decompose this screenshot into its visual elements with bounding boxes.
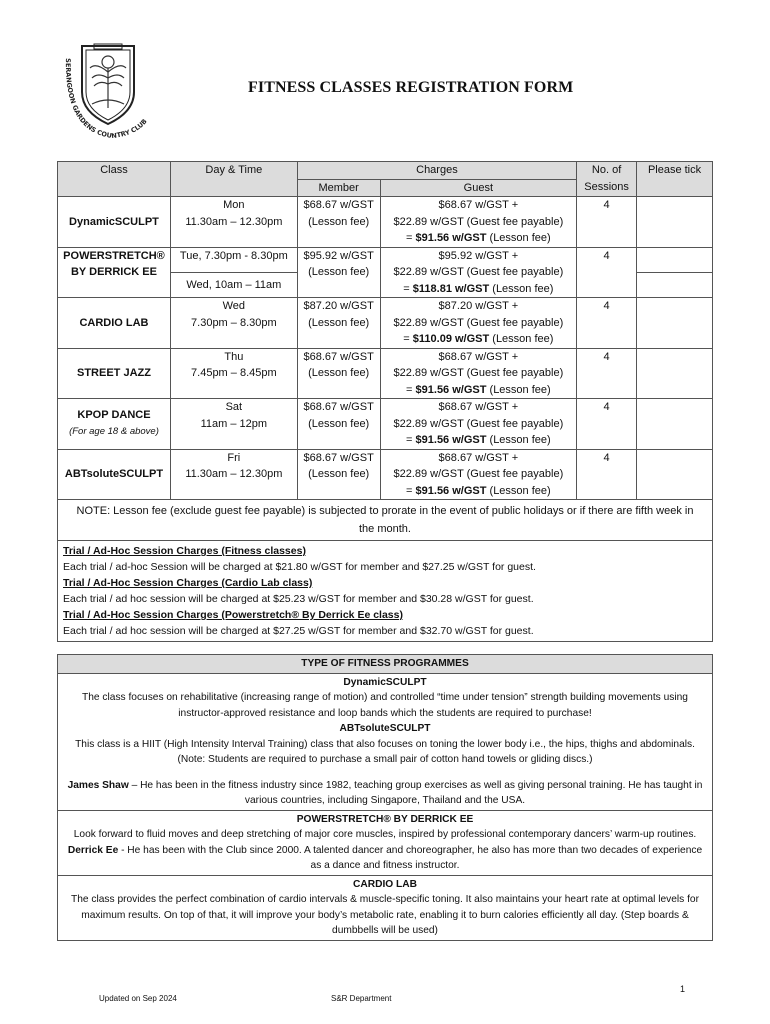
class-name: STREET JAZZ xyxy=(58,348,171,399)
tick-box[interactable] xyxy=(637,298,713,349)
programmes-heading: TYPE OF FITNESS PROGRAMMES xyxy=(58,655,713,674)
day-time xyxy=(170,247,297,298)
form-title: FITNESS CLASSES REGISTRATION FORM xyxy=(248,79,574,96)
programme-desc: This class is a HIIT (High Intensity Interval Training) class that also focuses on toning the lower body i.e., the hips, thighs and abdominals. (Note: Students are required to purchase a small pair of cotton hand towels or gliding discs.) xyxy=(75,738,695,765)
trial-heading: Trial / Ad-Hoc Session Charges (Cardio Lab class) xyxy=(63,577,313,589)
programme-title: ABTsoluteSCULPT xyxy=(339,723,431,734)
day-time: Mon 11.30am – 12.30pm xyxy=(170,197,297,248)
class-name: POWERSTRETCH® BY DERRICK EE xyxy=(58,247,171,298)
instructor-name: Derrick Ee xyxy=(67,844,119,856)
guest-fee: $68.67 w/GST + $22.89 w/GST (Guest fee payable) = $91.56 w/GST (Lesson fee) xyxy=(380,348,577,399)
table-row xyxy=(58,449,713,500)
day-time: Sat 11am – 12pm xyxy=(170,399,297,450)
footer-updated: Updated on Sep 2024 xyxy=(99,994,177,1003)
trial-heading: Trial / Ad-Hoc Session Charges (Fitness classes) xyxy=(63,545,306,557)
programme-cardio xyxy=(58,875,713,940)
header-class: Class xyxy=(58,162,171,197)
header-member: Member xyxy=(297,179,380,197)
registration-table xyxy=(57,161,713,642)
tick-box[interactable] xyxy=(637,449,713,500)
guest-fee: $87.20 w/GST + $22.89 w/GST (Guest fee payable) = $110.09 w/GST (Lesson fee) xyxy=(380,298,577,349)
tick-box[interactable] xyxy=(637,399,713,450)
header-charges: Charges xyxy=(297,162,576,180)
instructor-bio: – He has been in the fitness industry since 1982, teaching group exercises as well as giving personal training. He has taught in various countries, including Singapore, Thailand and the USA. xyxy=(128,779,703,806)
instructor-bio: - He has been with the Club since 2000. A talented dancer and choreographer, he also has more than two decades of experience as a dance and fitness instructor. xyxy=(118,844,703,871)
header-sessions: No. of Sessions xyxy=(577,162,637,197)
tick-box-tue[interactable] xyxy=(637,248,712,273)
tick-box[interactable] xyxy=(637,197,713,248)
class-age-note: (For age 18 & above) xyxy=(69,425,159,437)
sessions-count: 4 xyxy=(577,399,637,450)
table-row xyxy=(58,348,713,399)
programme-title: POWERSTRETCH® BY DERRICK EE xyxy=(296,813,474,825)
trial-text: Each trial / ad hoc session will be charged at $25.23 w/GST for member and $30.28 w/GST for guest. xyxy=(63,593,534,605)
programme-desc: The class focuses on rehabilitative (increasing range of motion) and controlled “time under tension” strength building movements using instructor-approved resistance and loop bands which the students are required to purchase! xyxy=(82,692,688,719)
trial-heading: Trial / Ad-Hoc Session Charges (Powerstretch® By Derrick Ee class) xyxy=(63,609,403,621)
sessions-count: 4 xyxy=(577,197,637,248)
slot-tue: Tue, 7.30pm - 8.30pm xyxy=(171,248,297,273)
member-fee: $68.67 w/GST (Lesson fee) xyxy=(297,449,380,500)
guest-fee: $95.92 w/GST + $22.89 w/GST (Guest fee payable) = $118.81 w/GST (Lesson fee) xyxy=(380,247,577,298)
instructor-name: James Shaw xyxy=(67,779,129,791)
programme-powerstretch xyxy=(58,810,713,875)
day-time: Thu 7.45pm – 8.45pm xyxy=(170,348,297,399)
tick-box[interactable] xyxy=(637,348,713,399)
table-row xyxy=(58,298,713,349)
logo-club-name: SERANGOON GARDENS COUNTRY CLUB xyxy=(63,58,149,141)
class-name: ABTsoluteSCULPT xyxy=(58,449,171,500)
sessions-count: 4 xyxy=(577,247,637,298)
page-number: 1 xyxy=(680,984,686,994)
class-name: CARDIO LAB xyxy=(58,298,171,349)
table-row xyxy=(58,197,713,248)
member-fee: $68.67 w/GST (Lesson fee) xyxy=(297,348,380,399)
member-fee: $68.67 w/GST (Lesson fee) xyxy=(297,197,380,248)
header-please-tick: Please tick xyxy=(637,162,713,197)
guest-fee: $68.67 w/GST + $22.89 w/GST (Guest fee payable) = $91.56 w/GST (Lesson fee) xyxy=(380,197,577,248)
day-time: Fri 11.30am – 12.30pm xyxy=(170,449,297,500)
member-fee: $68.67 w/GST (Lesson fee) xyxy=(297,399,380,450)
guest-fee: $68.67 w/GST + $22.89 w/GST (Guest fee payable) = $91.56 w/GST (Lesson fee) xyxy=(380,399,577,450)
programme-desc: Look forward to fluid moves and deep stretching of major core muscles, inspired by professional contemporary dancers’ warm-up routines. xyxy=(73,829,697,840)
programme-desc: The class provides the perfect combination of cardio intervals & muscle-specific toning. It also maintains your heart rate at optimal levels for maximum results. On top of that, it will improve your body’s metabolic rate, enabling it to burn calories efficiently all day. (Step boards & dumbbells will be used) xyxy=(71,894,699,936)
sessions-count: 4 xyxy=(577,348,637,399)
trial-text: Each trial / ad hoc session will be charged at $27.25 w/GST for member and $32.70 w/GST for guest. xyxy=(63,625,534,637)
table-row xyxy=(58,399,713,450)
trial-text: Each trial / ad-hoc Session will be charged at $21.80 w/GST for member and $27.25 w/GST for guest. xyxy=(63,561,536,573)
table-row xyxy=(58,247,713,298)
class-name: KPOP DANCE (For age 18 & above) xyxy=(58,399,171,450)
footer-department: S&R Department xyxy=(331,994,392,1003)
programme-title: CARDIO LAB xyxy=(353,878,417,890)
club-logo xyxy=(52,38,170,142)
tick-box-wed[interactable] xyxy=(637,273,712,297)
programme-title: DynamicSCULPT xyxy=(343,676,427,688)
member-fee: $95.92 w/GST (Lesson fee) xyxy=(297,247,380,298)
tick-box-group xyxy=(637,247,713,298)
member-fee: $87.20 w/GST (Lesson fee) xyxy=(297,298,380,349)
header-guest: Guest xyxy=(380,179,577,197)
class-name: DynamicSCULPT xyxy=(58,197,171,248)
header-day-time: Day & Time xyxy=(170,162,297,197)
trial-charges xyxy=(58,541,713,642)
slot-wed: Wed, 10am – 11am xyxy=(186,278,282,291)
programmes-table xyxy=(57,654,713,941)
sessions-count: 4 xyxy=(577,298,637,349)
guest-fee: $68.67 w/GST + $22.89 w/GST (Guest fee payable) = $91.56 w/GST (Lesson fee) xyxy=(380,449,577,500)
day-time: Wed 7.30pm – 8.30pm xyxy=(170,298,297,349)
programme-dynamic-abt xyxy=(58,673,713,810)
sessions-count: 4 xyxy=(577,449,637,500)
prorate-note: NOTE: Lesson fee (exclude guest fee payable) is subjected to prorate in the event of public holidays or if there are fifth week in the month. xyxy=(58,500,713,541)
